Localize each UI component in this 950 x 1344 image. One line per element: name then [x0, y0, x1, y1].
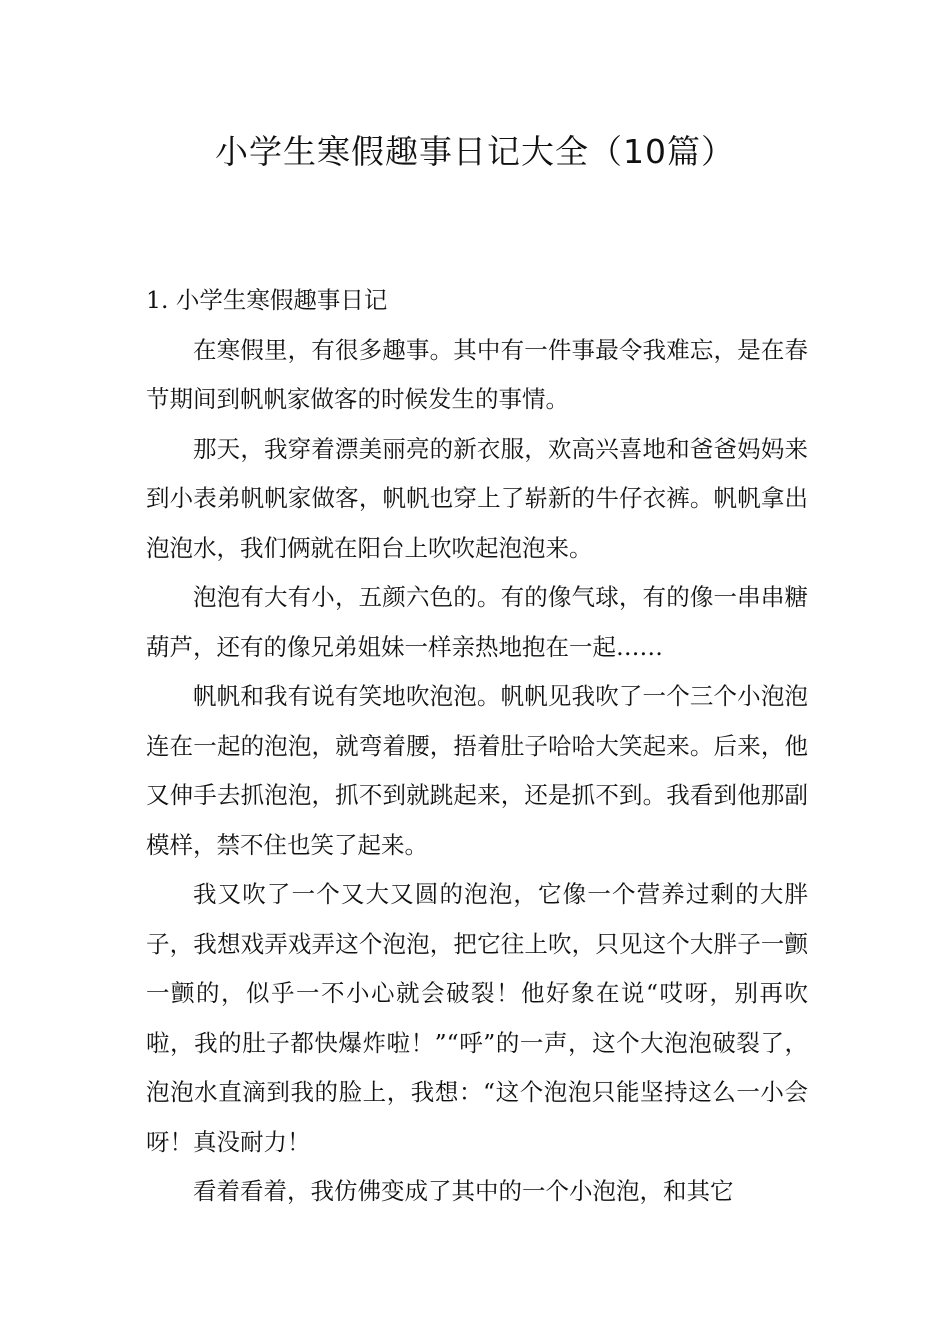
- paragraph-2: 那天，我穿着漂美丽亮的新衣服，欢高兴喜地和爸爸妈妈来到小表弟帆帆家做客，帆帆也穿上了崭新的牛仔衣裤。帆帆拿出泡泡水，我们俩就在阳台上吹吹起泡泡来。: [146, 434, 808, 562]
- paragraph-1: 在寒假里，有很多趣事。其中有一件事最令我难忘，是在春节期间到帆帆家做客的时候发生的事情。: [146, 335, 808, 413]
- paragraph-5: 我又吹了一个又大又圆的泡泡，它像一个营养过剩的大胖子，我想戏弄戏弄这个泡泡，把它往上吹，只见这个大胖子一颤一颤的，似乎一不小心就会破裂！他好象在说“哎呀，别再吹啦，我的肚子都快爆炸啦！”“呼”的一声，这个大泡泡破裂了，泡泡水直滴到我的脸上，我想：“这个泡泡只能坚持这么一小会呀！真没耐力！: [146, 880, 808, 1156]
- section-heading: 1. 小学生寒假趣事日记: [146, 286, 388, 314]
- paragraph-6: 看着看着，我仿佛变成了其中的一个小泡泡，和其它: [193, 1177, 734, 1205]
- document-title: 小学生寒假趣事日记大全（10篇）: [215, 132, 735, 171]
- paragraph-4: 帆帆和我有说有笑地吹泡泡。帆帆见我吹了一个三个小泡泡连在一起的泡泡，就弯着腰，捂着肚子哈哈大笑起来。后来，他又伸手去抓泡泡，抓不到就跳起来，还是抓不到。我看到他那副模样，禁不住也笑了起来。: [146, 682, 808, 859]
- paragraph-3: 泡泡有大有小，五颜六色的。有的像气球，有的像一串串糖葫芦，还有的像兄弟姐妹一样亲热地抱在一起……: [146, 583, 808, 661]
- document-body: [146, 276, 808, 1217]
